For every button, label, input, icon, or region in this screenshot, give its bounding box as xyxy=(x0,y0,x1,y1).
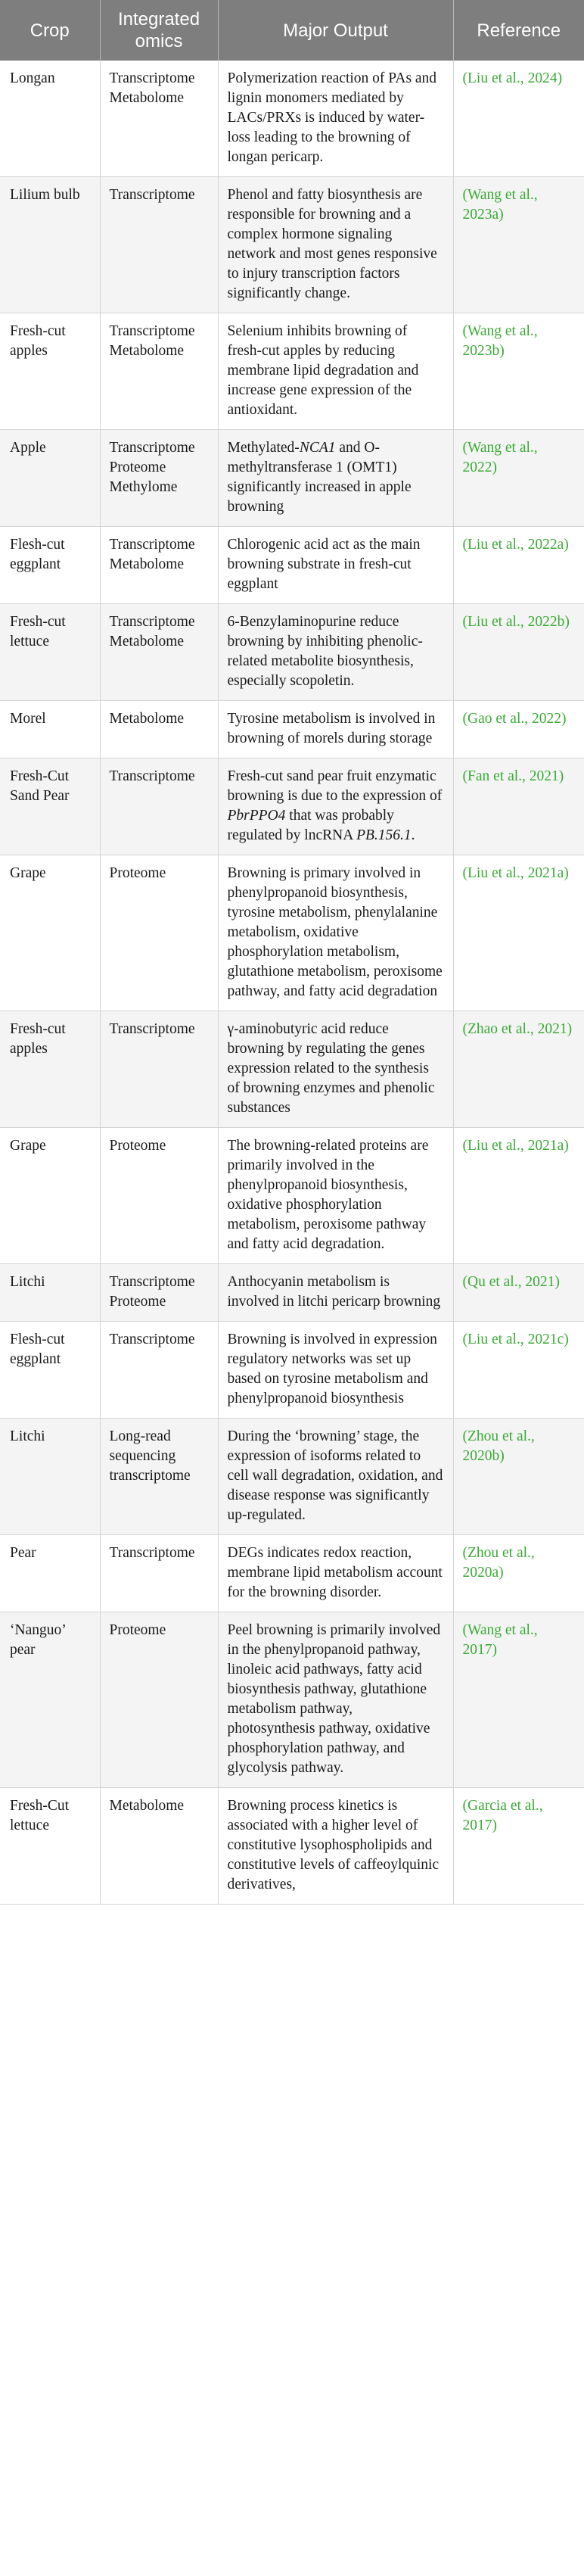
reference-link[interactable]: (Zhou et al., 2020a) xyxy=(462,1545,535,1581)
table-row xyxy=(0,1128,584,1264)
table-row xyxy=(0,604,584,701)
header-integrated-omics: Integrated omics xyxy=(100,0,218,61)
major-output-cell xyxy=(218,527,453,604)
table-row xyxy=(0,1419,584,1535)
major-output-cell xyxy=(218,1128,453,1264)
table-row xyxy=(0,1264,584,1322)
table-row xyxy=(0,701,584,758)
crop-cell: ‘Nanguo’ pear xyxy=(0,1612,100,1788)
table-row xyxy=(0,1011,584,1128)
table-body xyxy=(0,61,584,1905)
crop-cell: Fresh-cut lettuce xyxy=(0,604,100,701)
crop-cell: Litchi xyxy=(0,1419,100,1535)
reference-link[interactable]: (Liu et al., 2022a) xyxy=(462,537,569,553)
reference-cell xyxy=(453,1535,584,1612)
reference-cell xyxy=(453,61,584,177)
reference-cell xyxy=(453,1322,584,1419)
table-row xyxy=(0,1788,584,1905)
output-text: . xyxy=(411,827,415,843)
output-text: During the ‘browning’ stage, the expression of isoforms related to cell wall degradation, oxidation, and disease response was significantly up-regulated. xyxy=(227,1428,443,1523)
omics-cell: Proteome xyxy=(100,1128,218,1264)
output-text: Tyrosine metabolism is involved in browning of morels during storage xyxy=(227,711,436,746)
header-reference: Reference xyxy=(453,0,584,61)
major-output-cell xyxy=(218,61,453,177)
table-row xyxy=(0,61,584,177)
crop-cell: Litchi xyxy=(0,1264,100,1322)
header-major-output: Major Output xyxy=(218,0,453,61)
reference-link[interactable]: (Gao et al., 2022) xyxy=(462,711,567,727)
major-output-cell xyxy=(218,430,453,527)
omics-cell: Transcriptome xyxy=(100,1322,218,1419)
reference-link[interactable]: (Wang et al., 2017) xyxy=(462,1622,538,1658)
omics-cell: Long-read sequencing transcriptome xyxy=(100,1419,218,1535)
major-output-cell xyxy=(218,855,453,1011)
reference-link[interactable]: (Qu et al., 2021) xyxy=(462,1274,560,1290)
reference-link[interactable]: (Zhou et al., 2020b) xyxy=(462,1428,535,1464)
output-text: and O-methyltransferase 1 (OMT1) significantly increased in apple browning xyxy=(227,440,412,515)
omics-cell: Transcriptome Proteome xyxy=(100,1264,218,1322)
crop-cell: Fresh-cut apples xyxy=(0,1011,100,1128)
reference-link[interactable]: (Liu et al., 2024) xyxy=(462,70,563,86)
omics-cell: Metabolome xyxy=(100,701,218,758)
reference-link[interactable]: (Wang et al., 2022) xyxy=(462,440,538,475)
crop-cell: Longan xyxy=(0,61,100,177)
major-output-cell xyxy=(218,313,453,430)
table-row xyxy=(0,855,584,1011)
reference-link[interactable]: (Garcia et al., 2017) xyxy=(462,1798,543,1833)
output-text: Polymerization reaction of PAs and lignin monomers mediated by LACs/PRXs is induced by water-loss leading to the browning of longan pericarp. xyxy=(227,70,437,165)
reference-cell xyxy=(453,527,584,604)
table-row xyxy=(0,758,584,855)
omics-cell: Transcriptome xyxy=(100,1011,218,1128)
reference-cell xyxy=(453,1264,584,1322)
output-text: Anthocyanin metabolism is involved in litchi pericarp browning xyxy=(227,1274,441,1310)
crop-cell: Fresh-Cut lettuce xyxy=(0,1788,100,1905)
reference-cell xyxy=(453,855,584,1011)
gene-name-italic: PbrPPO4 xyxy=(227,808,286,824)
reference-link[interactable]: (Liu et al., 2022b) xyxy=(462,614,570,630)
gene-name-italic: PB.156.1 xyxy=(356,827,412,843)
table-header xyxy=(0,0,584,61)
table-row xyxy=(0,1612,584,1788)
gene-name-italic: NCA1 xyxy=(299,440,336,456)
omics-cell: Transcriptome Metabolome xyxy=(100,527,218,604)
reference-link[interactable]: (Zhao et al., 2021) xyxy=(462,1021,573,1037)
table-row xyxy=(0,1535,584,1612)
major-output-cell xyxy=(218,758,453,855)
reference-cell xyxy=(453,1128,584,1264)
crop-cell: Grape xyxy=(0,1128,100,1264)
major-output-cell xyxy=(218,1011,453,1128)
output-text: that was probably regulated by lncRNA xyxy=(227,808,394,843)
output-text: 6-Benzylaminopurine reduce browning by inhibiting phenolic-related metabolite biosynthesis, especially scopoletin. xyxy=(227,614,423,689)
major-output-cell xyxy=(218,1322,453,1419)
crop-cell: Pear xyxy=(0,1535,100,1612)
table-row xyxy=(0,177,584,313)
reference-link[interactable]: (Liu et al., 2021a) xyxy=(462,1138,569,1154)
reference-cell xyxy=(453,1612,584,1788)
output-text: DEGs indicates redox reaction, membrane lipid metabolism account for the browning disorder. xyxy=(227,1545,443,1600)
output-text: γ-aminobutyric acid reduce browning by regulating the genes expression related to the synthesis of browning enzymes and phenolic substances xyxy=(227,1021,435,1116)
output-text: Peel browning is primarily involved in the phenylpropanoid pathway, linoleic acid pathways, fatty acid biosynthesis pathway, glutathione metabolism pathway, photosynthesis pathway, oxidative phosphorylation pathway, and glycolysis pathway. xyxy=(227,1622,441,1776)
major-output-cell xyxy=(218,604,453,701)
table-row xyxy=(0,430,584,527)
omics-cell: Proteome xyxy=(100,855,218,1011)
reference-cell xyxy=(453,701,584,758)
omics-cell: Transcriptome Proteome Methylome xyxy=(100,430,218,527)
crop-cell: Apple xyxy=(0,430,100,527)
reference-cell xyxy=(453,1011,584,1128)
output-text: Fresh-cut sand pear fruit enzymatic browning is due to the expression of xyxy=(227,768,443,804)
major-output-cell xyxy=(218,701,453,758)
output-text: Browning process kinetics is associated with a higher level of constitutive lysophospholipids and constitutive levels of caffeoylquinic derivatives, xyxy=(227,1798,440,1892)
reference-cell xyxy=(453,1788,584,1905)
output-text: Selenium inhibits browning of fresh-cut apples by reducing membrane lipid degradation and increase gene expression of the antioxidant. xyxy=(227,323,419,418)
omics-cell: Transcriptome xyxy=(100,1535,218,1612)
omics-cell: Transcriptome xyxy=(100,758,218,855)
header-row xyxy=(0,0,584,61)
omics-cell: Metabolome xyxy=(100,1788,218,1905)
table-row xyxy=(0,527,584,604)
reference-link[interactable]: (Wang et al., 2023b) xyxy=(462,323,538,359)
reference-cell xyxy=(453,1419,584,1535)
table-row xyxy=(0,313,584,430)
output-text: Phenol and fatty biosynthesis are responsible for browning and a complex hormone signaling network and most genes responsive to injury transcription factors significantly change. xyxy=(227,187,437,301)
omics-cell: Transcriptome Metabolome xyxy=(100,61,218,177)
major-output-cell xyxy=(218,1535,453,1612)
omics-cell: Transcriptome Metabolome xyxy=(100,604,218,701)
major-output-cell xyxy=(218,1264,453,1322)
crop-cell: Fresh-cut apples xyxy=(0,313,100,430)
omics-cell: Proteome xyxy=(100,1612,218,1788)
reference-cell xyxy=(453,758,584,855)
reference-link[interactable]: (Wang et al., 2023a) xyxy=(462,187,538,223)
crop-cell: Flesh-cut eggplant xyxy=(0,527,100,604)
reference-link[interactable]: (Fan et al., 2021) xyxy=(462,768,564,784)
major-output-cell xyxy=(218,1788,453,1905)
omics-cell: Transcriptome xyxy=(100,177,218,313)
crop-cell: Morel xyxy=(0,701,100,758)
reference-cell xyxy=(453,430,584,527)
reference-cell xyxy=(453,604,584,701)
major-output-cell xyxy=(218,177,453,313)
crop-cell: Flesh-cut eggplant xyxy=(0,1322,100,1419)
omics-cell: Transcriptome Metabolome xyxy=(100,313,218,430)
reference-cell xyxy=(453,177,584,313)
reference-link[interactable]: (Liu et al., 2021c) xyxy=(462,1332,569,1347)
crop-cell: Fresh-Cut Sand Pear xyxy=(0,758,100,855)
header-crop: Crop xyxy=(0,0,100,61)
crop-cell: Grape xyxy=(0,855,100,1011)
output-text: Browning is primary involved in phenylpropanoid biosynthesis, tyrosine metabolism, phenylalanine metabolism, oxidative phosphorylation metabolism, glutathione metabolism, peroxisome pathway, and fatty acid degradation xyxy=(227,865,443,999)
reference-link[interactable]: (Liu et al., 2021a) xyxy=(462,865,569,881)
table-row xyxy=(0,1322,584,1419)
output-text: Browning is involved in expression regulatory networks was set up based on tyrosine metabolism and phenylpropanoid biosynthesis xyxy=(227,1332,437,1406)
output-text: Chlorogenic acid act as the main browning substrate in fresh-cut eggplant xyxy=(227,537,421,592)
major-output-cell xyxy=(218,1419,453,1535)
output-text: The browning-related proteins are primarily involved in the phenylpropanoid biosynthesis, oxidative phosphorylation metabolism, peroxisome pathway and fatty acid degradation. xyxy=(227,1138,429,1252)
major-output-cell xyxy=(218,1612,453,1788)
crop-cell: Lilium bulb xyxy=(0,177,100,313)
reference-cell xyxy=(453,313,584,430)
output-text: Methylated- xyxy=(227,440,300,456)
